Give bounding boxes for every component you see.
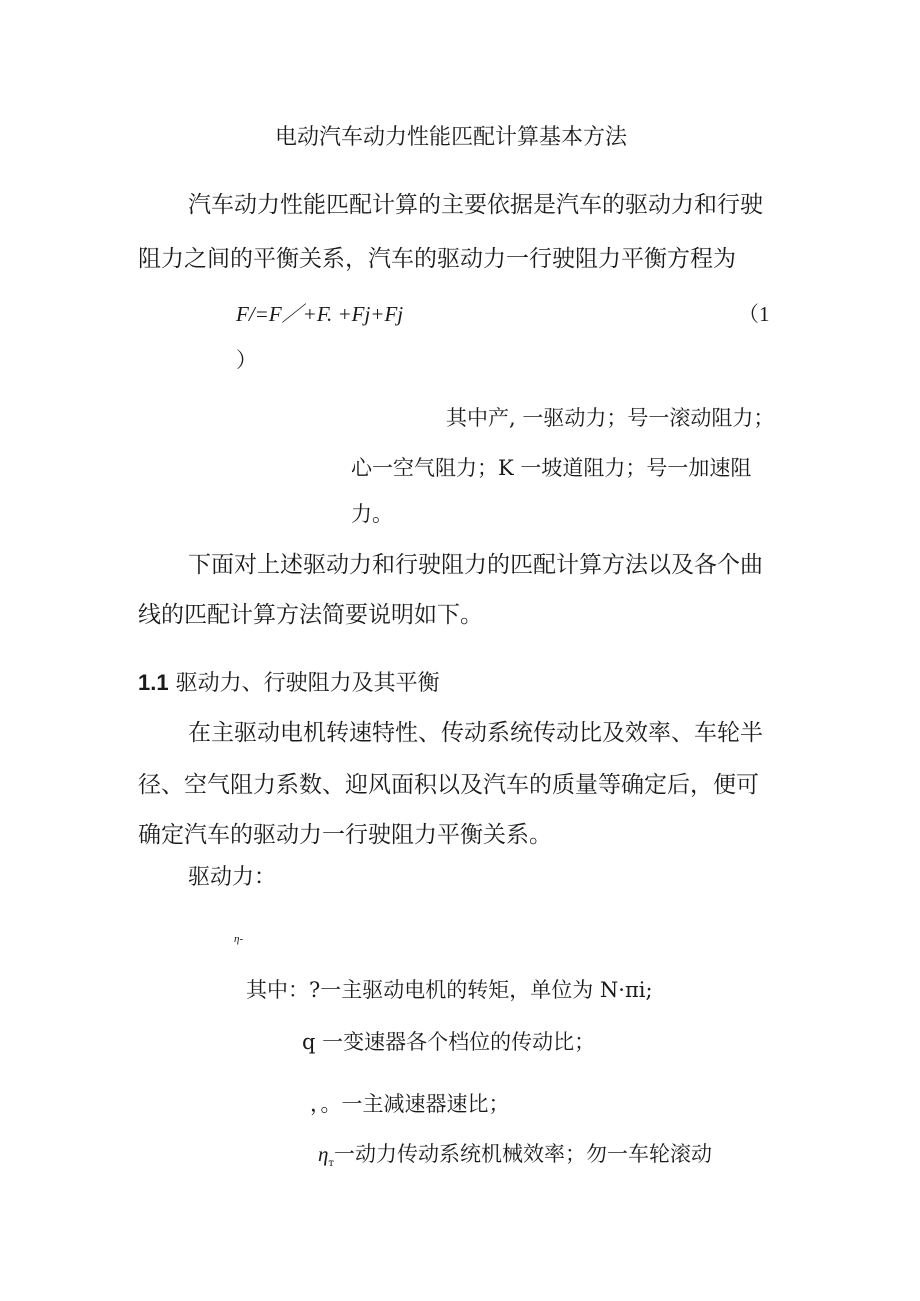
eta-subscript: т bbox=[328, 1158, 334, 1170]
equation-number-close: ） bbox=[236, 348, 257, 372]
where-line-1: 其中产, 一驱动力；号一滚动阻力； bbox=[446, 406, 775, 430]
section-heading bbox=[138, 666, 440, 697]
definition-line-3: ，。一主减速器速比； bbox=[310, 1092, 510, 1116]
section-title: 驱动力、行驶阻力及其平衡 bbox=[175, 671, 440, 696]
intro-line-1: 汽车动力性能匹配计算的主要依据是汽车的驱动力和行驶 bbox=[188, 192, 763, 218]
next-line-2: 线的匹配计算方法简要说明如下。 bbox=[138, 602, 483, 628]
where-line-3: 力。 bbox=[351, 502, 393, 526]
where-line-2: 心一空气阻力；K 一坡道阻力；号一加速阻 bbox=[351, 456, 752, 480]
section-line-1: 在主驱动电机转速特性、传动系统传动比及效率、车轮半 bbox=[188, 720, 763, 746]
drive-force-label: 驱动力： bbox=[188, 865, 277, 890]
page-title: 电动汽车动力性能匹配计算基本方法 bbox=[275, 125, 628, 150]
definition-line-2: q 一变速器各个档位的传动比； bbox=[302, 1030, 596, 1054]
balance-equation: F/=F／+F. +Fj+Fj bbox=[236, 302, 404, 326]
eta-symbol: η bbox=[318, 1142, 329, 1166]
section-line-2: 径、空气阻力系数、迎风面积以及汽车的质量等确定后，便可 bbox=[138, 772, 759, 798]
definition-line-1: 其中：?一主驱动电机的转矩，单位为 N·πi; bbox=[246, 978, 653, 1002]
intro-line-2: 阻力之间的平衡关系，汽车的驱动力一行驶阻力平衡方程为 bbox=[138, 246, 736, 272]
definition-line-4 bbox=[318, 1138, 712, 1169]
formula-fragment: η- bbox=[234, 933, 244, 945]
section-line-3: 确定汽车的驱动力一行驶阻力平衡关系。 bbox=[138, 822, 552, 848]
next-line-1: 下面对上述驱动力和行驶阻力的匹配计算方法以及各个曲 bbox=[188, 552, 763, 578]
section-number: 1.1 bbox=[138, 670, 169, 695]
equation-number: （1 bbox=[738, 302, 770, 326]
definition-line-4-text: 一动力传动系统机械效率；勿一车轮滚动 bbox=[333, 1142, 712, 1166]
